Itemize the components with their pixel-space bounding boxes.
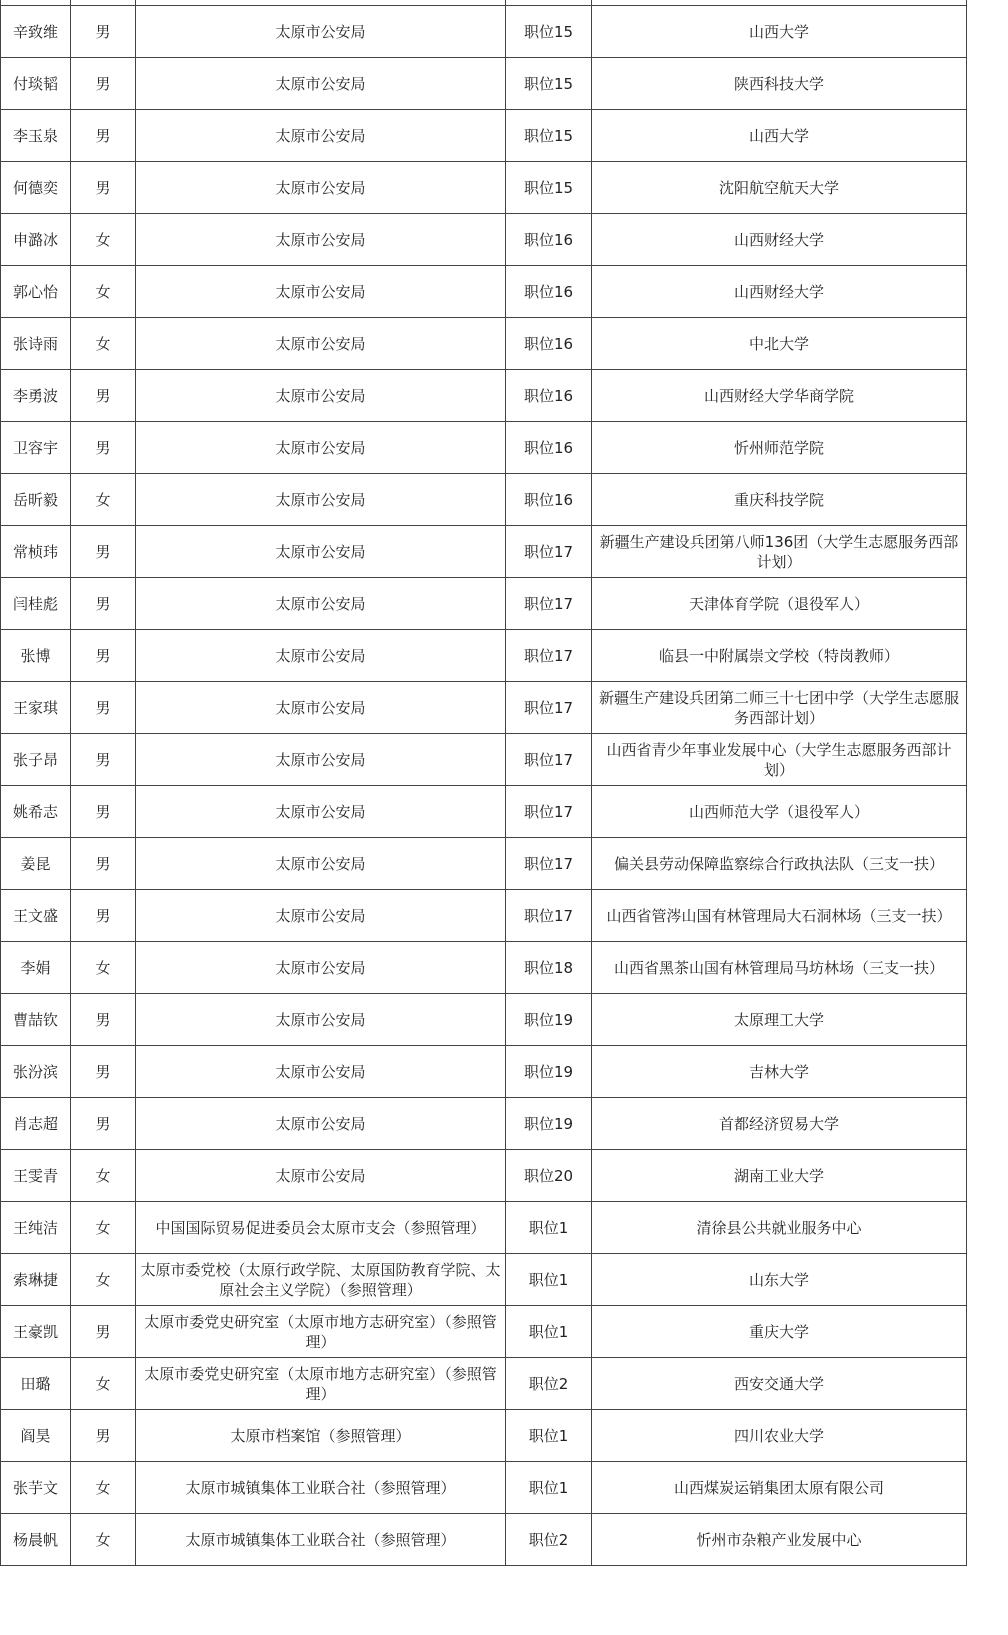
cell-unit: 太原市公安局	[136, 110, 506, 162]
cell-unit: 太原市公安局	[136, 162, 506, 214]
cell-name: 阎昊	[1, 1410, 71, 1462]
cell-unit: 中国国际贸易促进委员会太原市支会（参照管理）	[136, 1202, 506, 1254]
cell-position: 职位19	[506, 994, 592, 1046]
cell-position: 职位2	[506, 1358, 592, 1410]
table-row	[1, 214, 967, 266]
cell-school: 偏关县劳动保障监察综合行政执法队（三支一扶）	[592, 838, 967, 890]
cell-gender: 女	[71, 1358, 136, 1410]
table-row	[1, 318, 967, 370]
cell-gender: 男	[71, 1410, 136, 1462]
cell-school: 山西煤炭运销集团太原有限公司	[592, 1462, 967, 1514]
cell-name: 张汾滨	[1, 1046, 71, 1098]
cell-school: 西安交通大学	[592, 1358, 967, 1410]
cell-school: 陕西科技大学	[592, 58, 967, 110]
cell-unit: 太原市公安局	[136, 526, 506, 578]
cell-unit: 太原市公安局	[136, 994, 506, 1046]
cell-school: 忻州市杂粮产业发展中心	[592, 1514, 967, 1566]
cell-gender: 男	[71, 630, 136, 682]
cell-position: 职位15	[506, 6, 592, 58]
cell-unit: 太原市公安局	[136, 1150, 506, 1202]
cell-unit: 太原市公安局	[136, 578, 506, 630]
cell-gender: 男	[71, 1306, 136, 1358]
cell-gender: 女	[71, 942, 136, 994]
cell-position: 职位15	[506, 110, 592, 162]
cell-unit: 太原市公安局	[136, 682, 506, 734]
cell-school: 新疆生产建设兵团第八师136团（大学生志愿服务西部计划）	[592, 526, 967, 578]
cell-gender: 女	[71, 214, 136, 266]
right-margin	[967, 0, 1008, 1635]
cell-position: 职位1	[506, 1410, 592, 1462]
cell-school: 山西财经大学华商学院	[592, 370, 967, 422]
cell-school: 四川农业大学	[592, 1410, 967, 1462]
cell-school: 山西省黑茶山国有林管理局马坊林场（三支一扶）	[592, 942, 967, 994]
roster-table-body	[1, 6, 967, 1566]
cell-school: 山西省管涔山国有林管理局大石洞林场（三支一扶）	[592, 890, 967, 942]
cell-unit: 太原市公安局	[136, 58, 506, 110]
table-row	[1, 6, 967, 58]
cell-unit: 太原市委党史研究室（太原市地方志研究室）（参照管理）	[136, 1358, 506, 1410]
cell-gender: 女	[71, 318, 136, 370]
cell-position: 职位16	[506, 370, 592, 422]
cell-name: 郭心怡	[1, 266, 71, 318]
table-row	[1, 1462, 967, 1514]
cell-position: 职位1	[506, 1306, 592, 1358]
cell-school: 天津体育学院（退役军人）	[592, 578, 967, 630]
cell-gender: 男	[71, 110, 136, 162]
cell-position: 职位17	[506, 890, 592, 942]
table-row	[1, 58, 967, 110]
cell-gender: 男	[71, 786, 136, 838]
cell-school: 沈阳航空航天大学	[592, 162, 967, 214]
cell-unit: 太原市城镇集体工业联合社（参照管理）	[136, 1514, 506, 1566]
cell-school: 太原理工大学	[592, 994, 967, 1046]
cell-name: 田璐	[1, 1358, 71, 1410]
table-row	[1, 422, 967, 474]
cell-gender: 男	[71, 6, 136, 58]
cell-name: 岳昕毅	[1, 474, 71, 526]
table-row	[1, 942, 967, 994]
cell-position: 职位16	[506, 422, 592, 474]
table-row	[1, 734, 967, 786]
cell-position: 职位17	[506, 734, 592, 786]
cell-name: 王豪凯	[1, 1306, 71, 1358]
cell-school: 山西大学	[592, 6, 967, 58]
cell-unit: 太原市委党史研究室（太原市地方志研究室）（参照管理）	[136, 1306, 506, 1358]
cell-name: 姜昆	[1, 838, 71, 890]
cell-position: 职位19	[506, 1046, 592, 1098]
table-row	[1, 474, 967, 526]
cell-name: 张芋文	[1, 1462, 71, 1514]
cell-unit: 太原市委党校（太原行政学院、太原国防教育学院、太原社会主义学院）（参照管理）	[136, 1254, 506, 1306]
table-row	[1, 1306, 967, 1358]
cell-gender: 男	[71, 682, 136, 734]
cell-position: 职位17	[506, 630, 592, 682]
cell-school: 山西大学	[592, 110, 967, 162]
cell-position: 职位19	[506, 1098, 592, 1150]
table-row	[1, 838, 967, 890]
cell-school: 首都经济贸易大学	[592, 1098, 967, 1150]
cell-gender: 男	[71, 734, 136, 786]
cell-name: 姚希志	[1, 786, 71, 838]
table-row	[1, 994, 967, 1046]
cell-school: 新疆生产建设兵团第二师三十七团中学（大学生志愿服务西部计划）	[592, 682, 967, 734]
cell-gender: 男	[71, 526, 136, 578]
cell-position: 职位17	[506, 682, 592, 734]
table-row	[1, 110, 967, 162]
cell-gender: 男	[71, 422, 136, 474]
cell-gender: 女	[71, 1514, 136, 1566]
cell-gender: 男	[71, 994, 136, 1046]
table-row	[1, 1150, 967, 1202]
cell-gender: 男	[71, 578, 136, 630]
cell-school: 临县一中附属崇文学校（特岗教师）	[592, 630, 967, 682]
table-row	[1, 1358, 967, 1410]
cell-gender: 男	[71, 890, 136, 942]
cell-name: 张子昂	[1, 734, 71, 786]
cell-name: 常桢玮	[1, 526, 71, 578]
cell-name: 肖志超	[1, 1098, 71, 1150]
cell-school: 吉林大学	[592, 1046, 967, 1098]
cell-position: 职位16	[506, 318, 592, 370]
roster-table	[0, 5, 967, 1566]
cell-position: 职位16	[506, 266, 592, 318]
cell-unit: 太原市公安局	[136, 6, 506, 58]
cell-name: 卫容宇	[1, 422, 71, 474]
cell-school: 山西省青少年事业发展中心（大学生志愿服务西部计划）	[592, 734, 967, 786]
cell-gender: 男	[71, 58, 136, 110]
cell-school: 山西财经大学	[592, 266, 967, 318]
cell-gender: 女	[71, 1150, 136, 1202]
cell-school: 山东大学	[592, 1254, 967, 1306]
cell-gender: 女	[71, 474, 136, 526]
cell-position: 职位17	[506, 786, 592, 838]
cell-school: 重庆科技学院	[592, 474, 967, 526]
cell-position: 职位17	[506, 578, 592, 630]
cell-gender: 男	[71, 1098, 136, 1150]
cell-unit: 太原市公安局	[136, 474, 506, 526]
cell-unit: 太原市档案馆（参照管理）	[136, 1410, 506, 1462]
cell-position: 职位17	[506, 526, 592, 578]
cell-unit: 太原市公安局	[136, 1046, 506, 1098]
cell-unit: 太原市公安局	[136, 942, 506, 994]
cell-name: 付琰韬	[1, 58, 71, 110]
cell-gender: 男	[71, 370, 136, 422]
cell-school: 清徐县公共就业服务中心	[592, 1202, 967, 1254]
cell-gender: 女	[71, 1254, 136, 1306]
cell-gender: 女	[71, 1462, 136, 1514]
cell-gender: 女	[71, 1202, 136, 1254]
cell-unit: 太原市城镇集体工业联合社（参照管理）	[136, 1462, 506, 1514]
cell-unit: 太原市公安局	[136, 630, 506, 682]
cell-unit: 太原市公安局	[136, 318, 506, 370]
cell-gender: 男	[71, 838, 136, 890]
cell-name: 申潞冰	[1, 214, 71, 266]
cell-position: 职位16	[506, 474, 592, 526]
cell-position: 职位2	[506, 1514, 592, 1566]
cell-unit: 太原市公安局	[136, 734, 506, 786]
cell-name: 张诗雨	[1, 318, 71, 370]
cell-unit: 太原市公安局	[136, 266, 506, 318]
cell-position: 职位15	[506, 58, 592, 110]
cell-unit: 太原市公安局	[136, 890, 506, 942]
cell-position: 职位1	[506, 1462, 592, 1514]
cell-position: 职位15	[506, 162, 592, 214]
table-row	[1, 1254, 967, 1306]
table-row	[1, 682, 967, 734]
cell-name: 何德奕	[1, 162, 71, 214]
table-row	[1, 1202, 967, 1254]
cell-name: 索琳捷	[1, 1254, 71, 1306]
cell-unit: 太原市公安局	[136, 1098, 506, 1150]
cell-school: 忻州师范学院	[592, 422, 967, 474]
table-row	[1, 1098, 967, 1150]
table-row	[1, 578, 967, 630]
cell-unit: 太原市公安局	[136, 214, 506, 266]
cell-name: 王纯洁	[1, 1202, 71, 1254]
cell-name: 杨晨帆	[1, 1514, 71, 1566]
table-row	[1, 1410, 967, 1462]
table-row	[1, 266, 967, 318]
cell-position: 职位1	[506, 1202, 592, 1254]
cell-position: 职位18	[506, 942, 592, 994]
cell-gender: 女	[71, 266, 136, 318]
table-row	[1, 370, 967, 422]
cell-position: 职位1	[506, 1254, 592, 1306]
cell-unit: 太原市公安局	[136, 370, 506, 422]
cell-name: 辛致维	[1, 6, 71, 58]
cell-school: 山西财经大学	[592, 214, 967, 266]
cell-name: 李玉泉	[1, 110, 71, 162]
table-row	[1, 1046, 967, 1098]
table-row	[1, 786, 967, 838]
cell-unit: 太原市公安局	[136, 786, 506, 838]
cell-name: 李勇波	[1, 370, 71, 422]
cell-name: 李娟	[1, 942, 71, 994]
cell-unit: 太原市公安局	[136, 838, 506, 890]
cell-name: 闫桂彪	[1, 578, 71, 630]
cell-gender: 男	[71, 162, 136, 214]
table-row	[1, 1514, 967, 1566]
table-row	[1, 526, 967, 578]
table-row	[1, 890, 967, 942]
cell-name: 王雯青	[1, 1150, 71, 1202]
cell-school: 湖南工业大学	[592, 1150, 967, 1202]
table-row	[1, 162, 967, 214]
cell-name: 王家琪	[1, 682, 71, 734]
cell-unit: 太原市公安局	[136, 422, 506, 474]
cell-school: 山西师范大学（退役军人）	[592, 786, 967, 838]
cell-position: 职位17	[506, 838, 592, 890]
cell-school: 重庆大学	[592, 1306, 967, 1358]
cell-gender: 男	[71, 1046, 136, 1098]
cell-school: 中北大学	[592, 318, 967, 370]
cell-position: 职位20	[506, 1150, 592, 1202]
cell-position: 职位16	[506, 214, 592, 266]
cell-name: 王文盛	[1, 890, 71, 942]
table-row	[1, 630, 967, 682]
cell-name: 张博	[1, 630, 71, 682]
cell-name: 曹喆钦	[1, 994, 71, 1046]
